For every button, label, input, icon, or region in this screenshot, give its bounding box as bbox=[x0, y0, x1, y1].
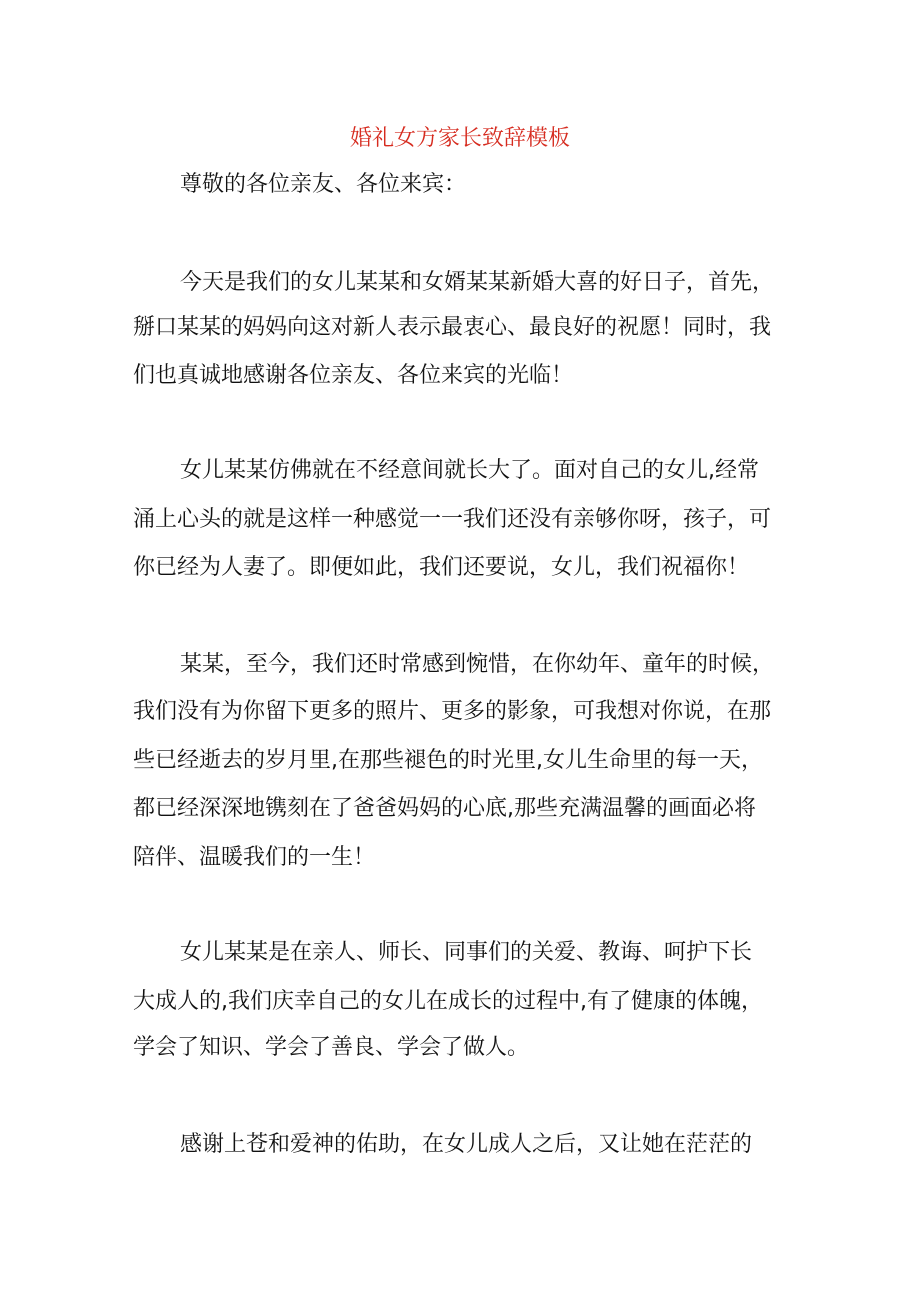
paragraph-3-line-1: 某某，至今，我们还时常感到惋惜，在你幼年、童年的时候， bbox=[180, 652, 775, 677]
paragraph-3-line-5: 陪伴、温暖我们的一生！ bbox=[133, 845, 376, 870]
paragraph-2-line-3: 你已经为人妻了。即便如此，我们还要说，女儿，我们祝福你！ bbox=[133, 555, 750, 580]
paragraph-1-line-3: 们也真诚地感谢各位亲友、各位来宾的光临！ bbox=[133, 363, 574, 388]
paragraph-2-line-1: 女儿某某仿佛就在不经意间就长大了。面对自己的女儿,经常 bbox=[180, 458, 759, 483]
paragraph-2-line-2: 涌上心头的就是这样一种感觉一一我们还没有亲够你呀，孩子，可 bbox=[133, 507, 772, 532]
paragraph-4-line-3: 学会了知识、学会了善良、学会了做人。 bbox=[133, 1035, 530, 1060]
paragraph-3-line-3: 些已经逝去的岁月里,在那些褪色的时光里,女儿生命里的每一天， bbox=[133, 748, 763, 773]
paragraph-5-line-1: 感谢上苍和爱神的佑助，在女儿成人之后，又让她在茫茫的 bbox=[180, 1132, 753, 1157]
paragraph-1-line-1: 今天是我们的女儿某某和女婿某某新婚大喜的好日子，首先， bbox=[180, 270, 775, 295]
document-title: 婚礼女方家长致辞模板 bbox=[349, 126, 570, 151]
greeting-line: 尊敬的各位亲友、各位来宾： bbox=[180, 172, 467, 197]
paragraph-1-line-2: 掰口某某的妈妈向这对新人表示最衷心、最良好的祝愿！同时，我 bbox=[133, 315, 772, 340]
paragraph-4-line-1: 女儿某某是在亲人、师长、同事们的关爱、教诲、呵护下长 bbox=[180, 940, 753, 965]
paragraph-4-line-2: 大成人的,我们庆幸自己的女儿在成长的过程中,有了健康的体魄， bbox=[133, 989, 763, 1014]
paragraph-3-line-2: 我们没有为你留下更多的照片、更多的影象，可我想对你说，在那 bbox=[133, 699, 772, 724]
paragraph-3-line-4: 都已经深深地镌刻在了爸爸妈妈的心底,那些充满温馨的画面必将 bbox=[133, 796, 756, 821]
